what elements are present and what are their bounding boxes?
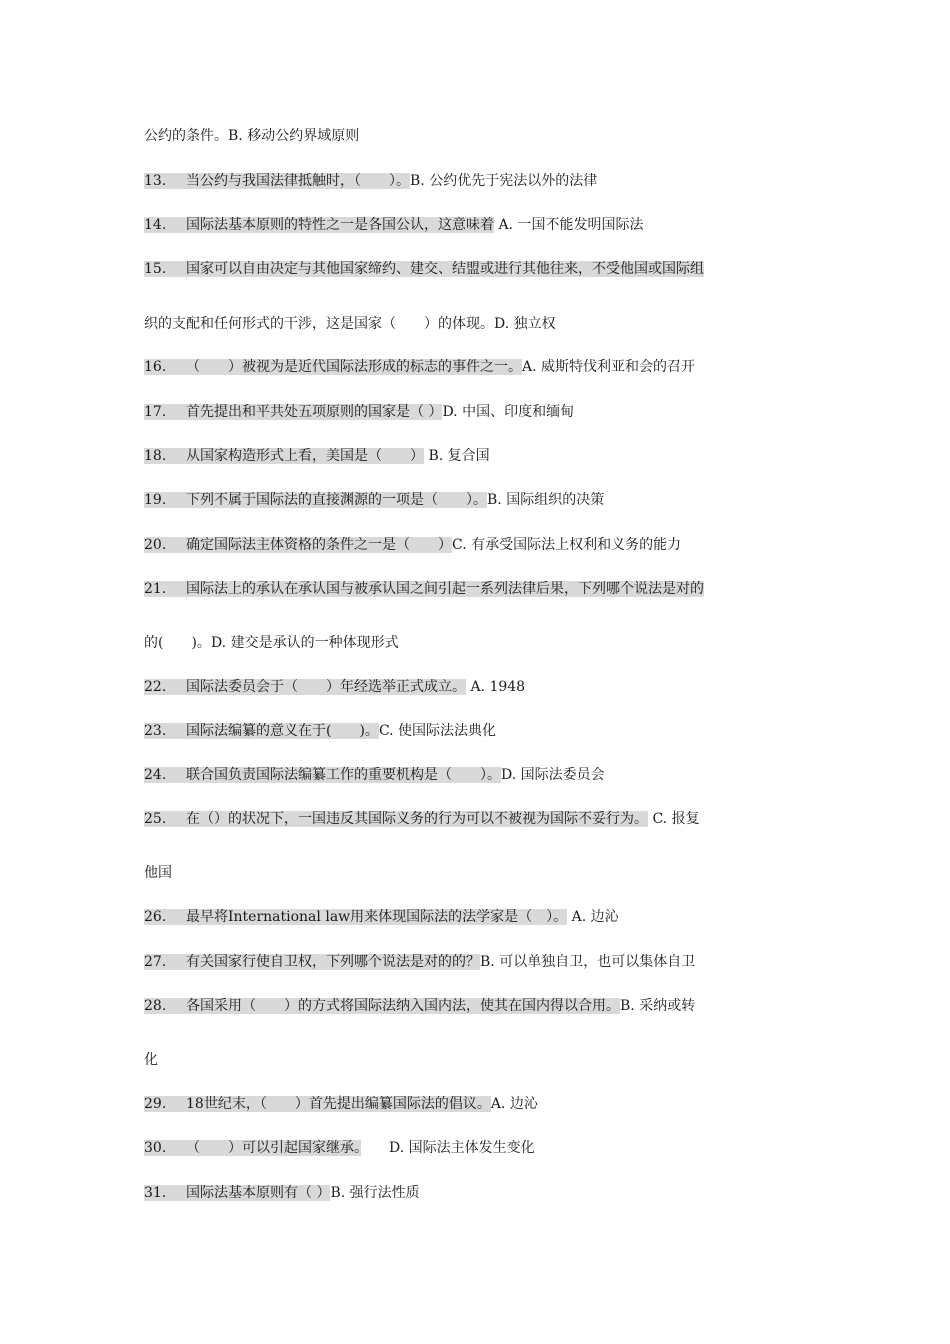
question-text: 有关国家行使自卫权，下列哪个说法是对的的？ (186, 954, 480, 970)
question-line (144, 997, 810, 1015)
question-line (144, 403, 810, 421)
question-line (144, 491, 810, 509)
answer-text: A. 1948 (466, 679, 526, 695)
answer-text: B. 移动公约界域原则 (228, 128, 360, 144)
question-text: 国家可以自由决定与其他国家缔约、建交、结盟或进行其他往来，不受他国或国际组 (186, 261, 704, 277)
answer-text: B. 公约优先于宪法以外的法律 (410, 173, 598, 189)
question-line (144, 1139, 810, 1157)
question-number: 23. (144, 723, 167, 739)
question-number: 27. (144, 954, 167, 970)
text-line (144, 864, 810, 882)
question-line (144, 678, 810, 696)
answer-text: A. 威斯特伐利亚和会的召开 (522, 359, 696, 375)
question-text: 国际法委员会于（ ）年经选举正式成立。 (186, 679, 466, 695)
question-text: 公约的条件。 (144, 128, 228, 144)
question-number: 22. (144, 679, 167, 695)
text-line (144, 315, 810, 333)
question-text: 从国家构造形式上看，美国是（ ） (186, 448, 424, 464)
question-number: 21. (144, 581, 167, 597)
answer-text: C. 有承受国际法上权利和义务的能力 (452, 537, 682, 553)
answer-text: C. 报复 (648, 811, 700, 827)
answer-text: C. 使国际法法典化 (378, 723, 497, 739)
question-number: 28. (144, 998, 167, 1014)
question-number: 15. (144, 261, 167, 277)
question-number: 29. (144, 1096, 167, 1112)
question-text: 联合国负责国际法编纂工作的重要机构是（ ）。 (186, 767, 501, 783)
text-line (144, 1051, 810, 1069)
question-line (144, 908, 810, 926)
answer-text: B. 采纳或转 (620, 998, 696, 1014)
answer-text: D. 中国、印度和缅甸 (442, 404, 575, 420)
question-text: 国际法上的承认在承认国与被承认国之间引起一系列法律后果，下列哪个说法是对的 (186, 581, 704, 597)
text-line (144, 127, 810, 145)
question-text: 国际法基本原则的特性之一是各国公认，这意味着 (186, 217, 494, 233)
question-number: 24. (144, 767, 167, 783)
question-text: 织的支配和任何形式的干涉，这是国家（ ）的体现。 (144, 316, 494, 332)
question-text: 首先提出和平共处五项原则的国家是（ ） (186, 404, 443, 420)
question-text: 国际法编纂的意义在于( )。 (186, 723, 379, 739)
question-line (144, 172, 810, 190)
answer-text: D. 国际法委员会 (501, 767, 605, 783)
question-number: 30. (144, 1140, 167, 1156)
answer-text: D. 独立权 (494, 316, 556, 332)
answer-text: B. 可以单独自卫，也可以集体自卫 (480, 954, 696, 970)
question-number: 18. (144, 448, 167, 464)
question-text: 各国采用（ ）的方式将国际法纳入国内法，使其在国内得以合用。 (186, 998, 620, 1014)
question-line (144, 358, 810, 376)
question-line (144, 216, 810, 234)
question-number: 20. (144, 537, 167, 553)
question-line (144, 260, 810, 278)
question-text: 当公约与我国法律抵触时，（ ）。 (186, 173, 410, 189)
answer-text: 化 (144, 1052, 158, 1068)
question-line (144, 766, 810, 784)
question-line (144, 580, 810, 598)
question-line (144, 447, 810, 465)
question-text: 确定国际法主体资格的条件之一是（ ） (186, 537, 452, 553)
question-text: 最早将International law用来体现国际法的法学家是（ ）。 (186, 909, 568, 925)
answer-text: B. 复合国 (424, 448, 490, 464)
question-number: 19. (144, 492, 167, 508)
question-text: 18世纪末，（ ）首先提出编纂国际法的倡议。 (186, 1096, 491, 1112)
answer-text: A. 边沁 (567, 909, 619, 925)
answer-text: B. 国际组织的决策 (487, 492, 605, 508)
question-number: 16. (144, 359, 167, 375)
question-text: 在（）的状况下，一国违反其国际义务的行为可以不被视为国际不妥行为。 (186, 811, 648, 827)
question-line (144, 1184, 810, 1202)
question-number: 13. (144, 173, 167, 189)
answer-text: D. 建交是承认的一种体现形式 (210, 635, 399, 651)
question-number: 31. (144, 1185, 167, 1201)
question-text: 国际法基本原则有（ ） (186, 1185, 331, 1201)
question-number: 26. (144, 909, 167, 925)
question-line (144, 810, 810, 828)
answer-text: 他国 (144, 865, 172, 881)
question-line (144, 722, 810, 740)
question-text: 的( )。 (144, 635, 211, 651)
answer-text: A. 一国不能发明国际法 (494, 217, 644, 233)
question-text: （ ）被视为是近代国际法形成的标志的事件之一。 (186, 359, 522, 375)
question-number: 17. (144, 404, 167, 420)
answer-text: B. 强行法性质 (330, 1185, 420, 1201)
question-text: （ ）可以引起国家继承。 (186, 1140, 361, 1156)
question-line (144, 536, 810, 554)
question-line (144, 953, 810, 971)
question-number: 25. (144, 811, 167, 827)
text-line (144, 634, 810, 652)
question-text: 下列不属于国际法的直接渊源的一项是（ ）。 (186, 492, 487, 508)
question-line (144, 1095, 810, 1113)
answer-text: D. 国际法主体发生变化 (361, 1140, 535, 1156)
answer-text: A. 边沁 (490, 1096, 538, 1112)
question-number: 14. (144, 217, 167, 233)
